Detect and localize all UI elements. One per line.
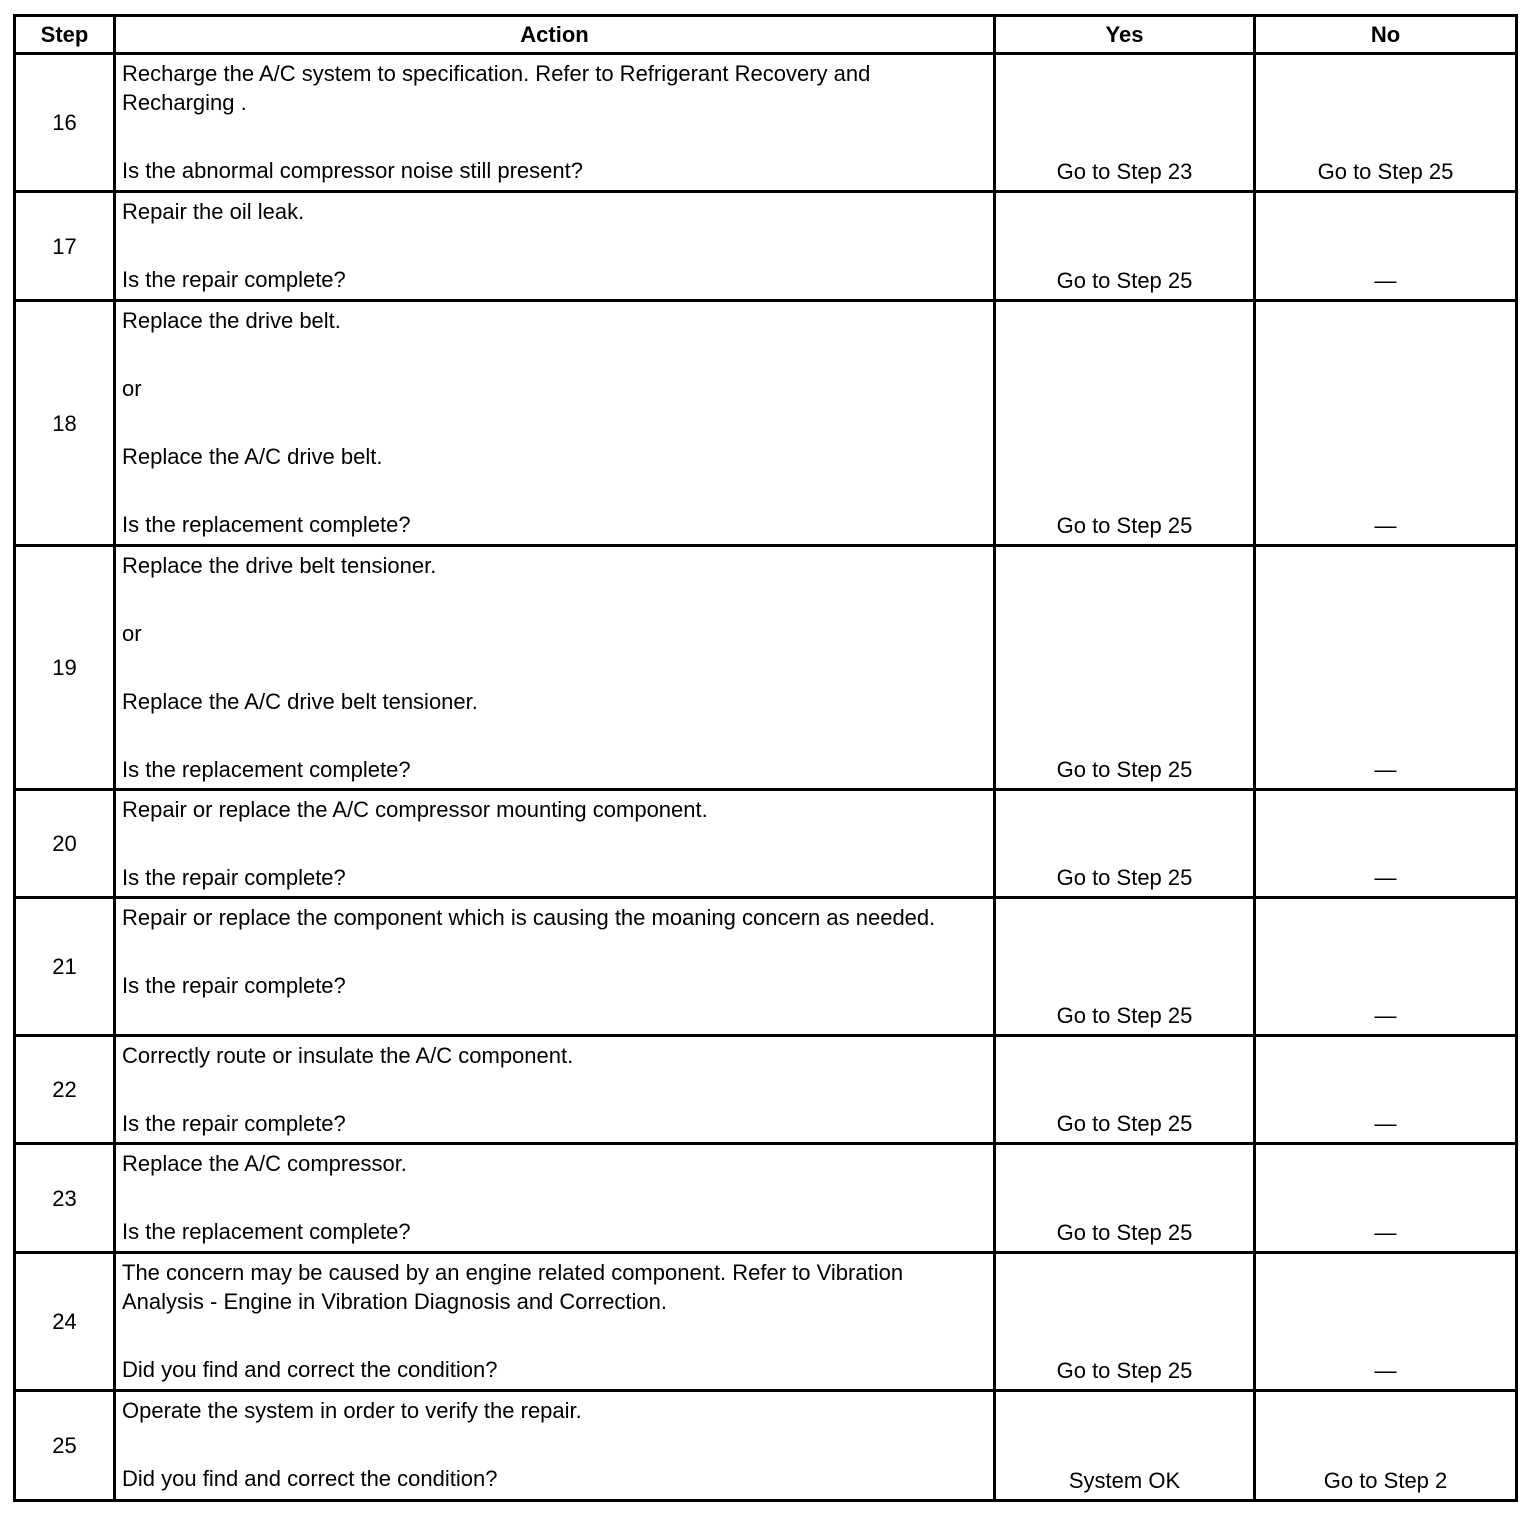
action-text: Operate the system in order to verify the repair. [122, 1398, 582, 1423]
table-row [15, 192, 1517, 301]
table-row [15, 898, 1517, 1036]
step-number: 17 [15, 192, 115, 301]
action-cell [115, 898, 995, 1036]
action-text: Replace the drive belt. [122, 308, 341, 333]
yes-result: Go to Step 25 [995, 301, 1255, 546]
action-cell [115, 1036, 995, 1144]
step-number: 16 [15, 54, 115, 192]
action-text: Replace the A/C drive belt tensioner. [122, 689, 478, 714]
table-row [15, 301, 1517, 546]
action-text: Is the repair complete? [122, 267, 346, 292]
header-row [15, 16, 1517, 54]
action-text: Is the replacement complete? [122, 1219, 411, 1244]
table-row [15, 790, 1517, 898]
no-result: — [1255, 1253, 1517, 1391]
table-row [15, 546, 1517, 790]
action-cell [115, 546, 995, 790]
action-cell [115, 1391, 995, 1501]
action-text: Is the replacement complete? [122, 512, 411, 537]
step-number: 18 [15, 301, 115, 546]
yes-result: Go to Step 25 [995, 1036, 1255, 1144]
table-row [15, 1391, 1517, 1501]
step-number: 20 [15, 790, 115, 898]
action-text: Did you find and correct the condition? [122, 1466, 498, 1491]
no-result: — [1255, 301, 1517, 546]
step-number: 19 [15, 546, 115, 790]
yes-result: Go to Step 25 [995, 898, 1255, 1036]
no-result: Go to Step 2 [1255, 1391, 1517, 1501]
action-cell [115, 54, 995, 192]
step-number: 23 [15, 1144, 115, 1253]
action-text: Replace the A/C drive belt. [122, 444, 383, 469]
no-result: — [1255, 1036, 1517, 1144]
action-text: Is the repair complete? [122, 865, 346, 890]
action-text: Is the repair complete? [122, 1111, 346, 1136]
table-row [15, 1036, 1517, 1144]
no-result: — [1255, 790, 1517, 898]
diagnostic-steps-table [13, 14, 1518, 1502]
action-text: Repair or replace the component which is causing the moaning concern as needed. [122, 905, 936, 930]
yes-result: Go to Step 25 [995, 192, 1255, 301]
action-cell [115, 1144, 995, 1253]
no-result: Go to Step 25 [1255, 54, 1517, 192]
header-action: Action [115, 16, 995, 54]
action-text: or [122, 376, 142, 401]
action-text: Is the abnormal compressor noise still present? [122, 158, 583, 183]
yes-result: Go to Step 25 [995, 1253, 1255, 1391]
action-text: or [122, 621, 142, 646]
action-cell [115, 301, 995, 546]
no-result: — [1255, 546, 1517, 790]
action-cell [115, 192, 995, 301]
action-text: Repair or replace the A/C compressor mounting component. [122, 797, 708, 822]
step-number: 22 [15, 1036, 115, 1144]
action-text: The concern may be caused by an engine related component. Refer to Vibration Analysis - Engine in Vibration Diagnosis and Correction. [122, 1260, 904, 1314]
table-row [15, 1144, 1517, 1253]
action-cell [115, 790, 995, 898]
no-result: — [1255, 1144, 1517, 1253]
yes-result: System OK [995, 1391, 1255, 1501]
action-text: Replace the drive belt tensioner. [122, 553, 437, 578]
yes-result: Go to Step 25 [995, 546, 1255, 790]
action-cell [115, 1253, 995, 1391]
action-text: Correctly route or insulate the A/C component. [122, 1043, 574, 1068]
step-number: 25 [15, 1391, 115, 1501]
yes-result: Go to Step 25 [995, 790, 1255, 898]
header-yes: Yes [995, 16, 1255, 54]
action-text: Is the replacement complete? [122, 757, 411, 782]
header-no: No [1255, 16, 1517, 54]
step-number: 21 [15, 898, 115, 1036]
table-row [15, 54, 1517, 192]
yes-result: Go to Step 25 [995, 1144, 1255, 1253]
step-number: 24 [15, 1253, 115, 1391]
action-text: Is the repair complete? [122, 973, 346, 998]
header-step: Step [15, 16, 115, 54]
action-text: Recharge the A/C system to specification. Refer to Refrigerant Recovery and Recharging . [122, 61, 871, 115]
table-row [15, 1253, 1517, 1391]
action-text: Repair the oil leak. [122, 199, 305, 224]
action-text: Replace the A/C compressor. [122, 1151, 407, 1176]
no-result: — [1255, 192, 1517, 301]
no-result: — [1255, 898, 1517, 1036]
yes-result: Go to Step 23 [995, 54, 1255, 192]
action-text: Did you find and correct the condition? [122, 1357, 498, 1382]
